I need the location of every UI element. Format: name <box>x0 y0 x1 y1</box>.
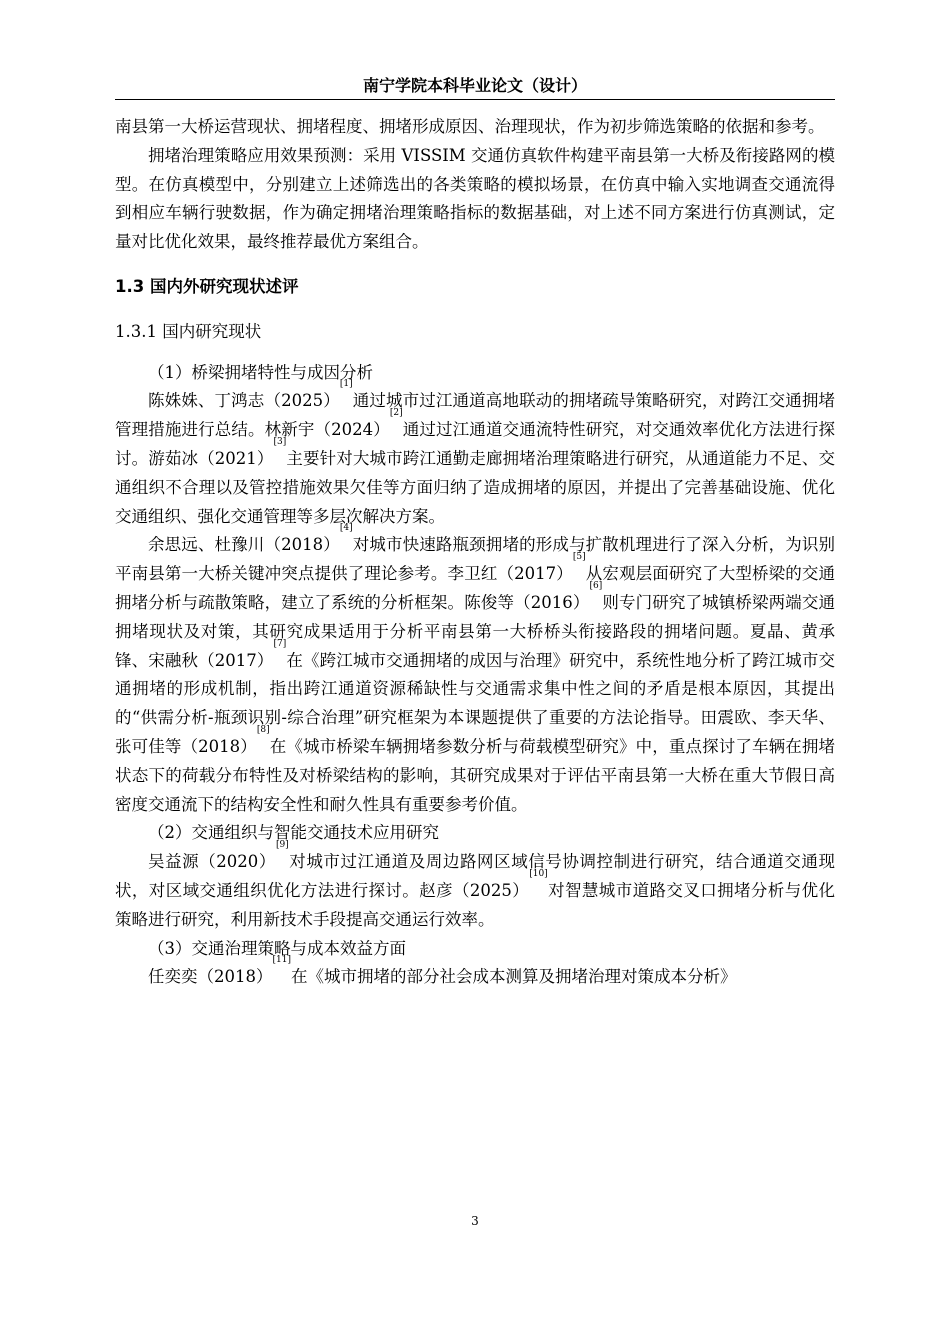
citation: [5] <box>572 552 586 563</box>
text-run: 吴益源（2020） <box>148 852 276 872</box>
subsection-title: （1）桥梁拥堵特性与成因分析 <box>148 362 373 382</box>
citation: [1] <box>339 379 353 390</box>
citation: [2] <box>389 408 403 419</box>
text-run: 在《城市桥梁车辆拥堵参数分析与荷载模型研究》中，重点探讨了车辆在拥堵状态下的荷载分布特性及对桥梁结构的影响，其研究成果对于评估平南县第一大桥在重大节假日高密度交通流下的结构安全性和耐久性具有重要参考价值。 <box>115 736 835 814</box>
header-title: 南宁学院本科毕业论文（设计） <box>362 76 587 95</box>
text-run: 对城市快速路瓶颈拥堵的形成与扩散机理进行了深入分析，为识别平南县第一大桥关键冲突点提供了理论参考。李卫红（2017） <box>115 535 835 584</box>
paragraph <box>115 955 835 992</box>
citation: [3] <box>273 436 287 447</box>
document-body <box>115 113 835 992</box>
text-run: 通过过江通道交通流特性研究，对交通效率优化方法进行探讨。游茹冰（2021） <box>115 420 836 468</box>
section-heading: 1.3 国内外研究现状述评 <box>115 276 299 296</box>
citation: [6] <box>589 580 603 591</box>
text-run: 从宏观层面研究了大型桥梁的交通拥堵分析与疏散策略，建立了系统的分析框架。陈俊等（2016） <box>115 564 835 612</box>
citation: [7] <box>273 638 287 649</box>
text-run: 对智慧城市道路交叉口拥堵分析与优化策略进行研究，利用新技术手段提高交通运行效率。 <box>115 880 835 929</box>
paragraph <box>115 523 835 819</box>
text-run: 主要针对大城市跨江通勤走廊拥堵治理策略进行研究，从通道能力不足、交通组织不合理以及管控措施效果欠佳等方面归纳了造成拥堵的原因，并提出了完善基础设施、优化交通组织、强化交通管理等多层次解决方案。 <box>115 448 835 526</box>
citation: [9] <box>275 840 289 851</box>
text-run: 通过城市过江通道高地联动的拥堵疏导策略研究，对跨江交通拥堵管理措施进行总结。林新宇（2024） <box>115 391 835 440</box>
citation: [4] <box>339 523 353 534</box>
paragraph: 南县第一大桥运营现状、拥堵程度、拥堵形成原因、治理现状，作为初步筛选策略的依据和参考。 <box>115 117 825 136</box>
subsection-heading: 1.3.1 国内研究现状 <box>115 321 262 341</box>
page-number: 3 <box>471 1214 479 1228</box>
text-run: 在《跨江城市交通拥堵的成因与治理》研究中，系统性地分析了跨江城市交通拥堵的形成机制，指出跨江通道资源稀缺性与交通需求集中性之间的矛盾是根本原因，其提出的“供需分析-瓶颈识别-综合治理”研究框架为本课题提供了重要的方法论指导。田震欧、李天华、张可佳等（2018） <box>115 650 835 756</box>
text-run: 则专门研究了城镇桥梁两端交通拥堵现状及对策，其研究成果适用于分析平南县第一大桥桥头衔接路段的拥堵问题。夏晶、黄承锋、宋融秋（2017） <box>115 592 835 670</box>
text-run: 任奕奕（2018） <box>148 967 273 987</box>
page-header <box>115 72 835 100</box>
subsection-title: （2）交通组织与智能交通技术应用研究 <box>148 823 439 843</box>
text-run: 对城市过江通道及周边路网区域信号协调控制进行研究，结合通道交通现状，对区域交通组织优化方法进行探讨。赵彦（2025） <box>115 852 836 900</box>
paragraph <box>115 840 836 934</box>
paragraph <box>115 379 836 534</box>
text-run: 陈姝姝、丁鸿志（2025） <box>148 391 340 411</box>
subsection-title: （3）交通治理策略与成本效益方面 <box>148 938 406 958</box>
citation: [8] <box>256 724 270 735</box>
citation: [11] <box>272 955 291 966</box>
text-run: 余思远、杜豫川（2018） <box>148 535 340 555</box>
paragraph: 拥堵治理策略应用效果预测：采用 VISSIM 交通仿真软件构建平南县第一大桥及衔接路网的模型。在仿真模型中，分别建立上述筛选出的各类策略的模拟场景，在仿真中输入实地调查交通流得到相应车辆行驶数据，作为确定拥堵治理策略指标的数据基础，对上述不同方案进行仿真测试，定量对比优化效果，最终推荐最优方案组合。 <box>115 145 835 252</box>
text-run: 在《城市拥堵的部分社会成本测算及拥堵治理对策成本分析》 <box>290 967 737 987</box>
citation: [10] <box>529 868 548 879</box>
